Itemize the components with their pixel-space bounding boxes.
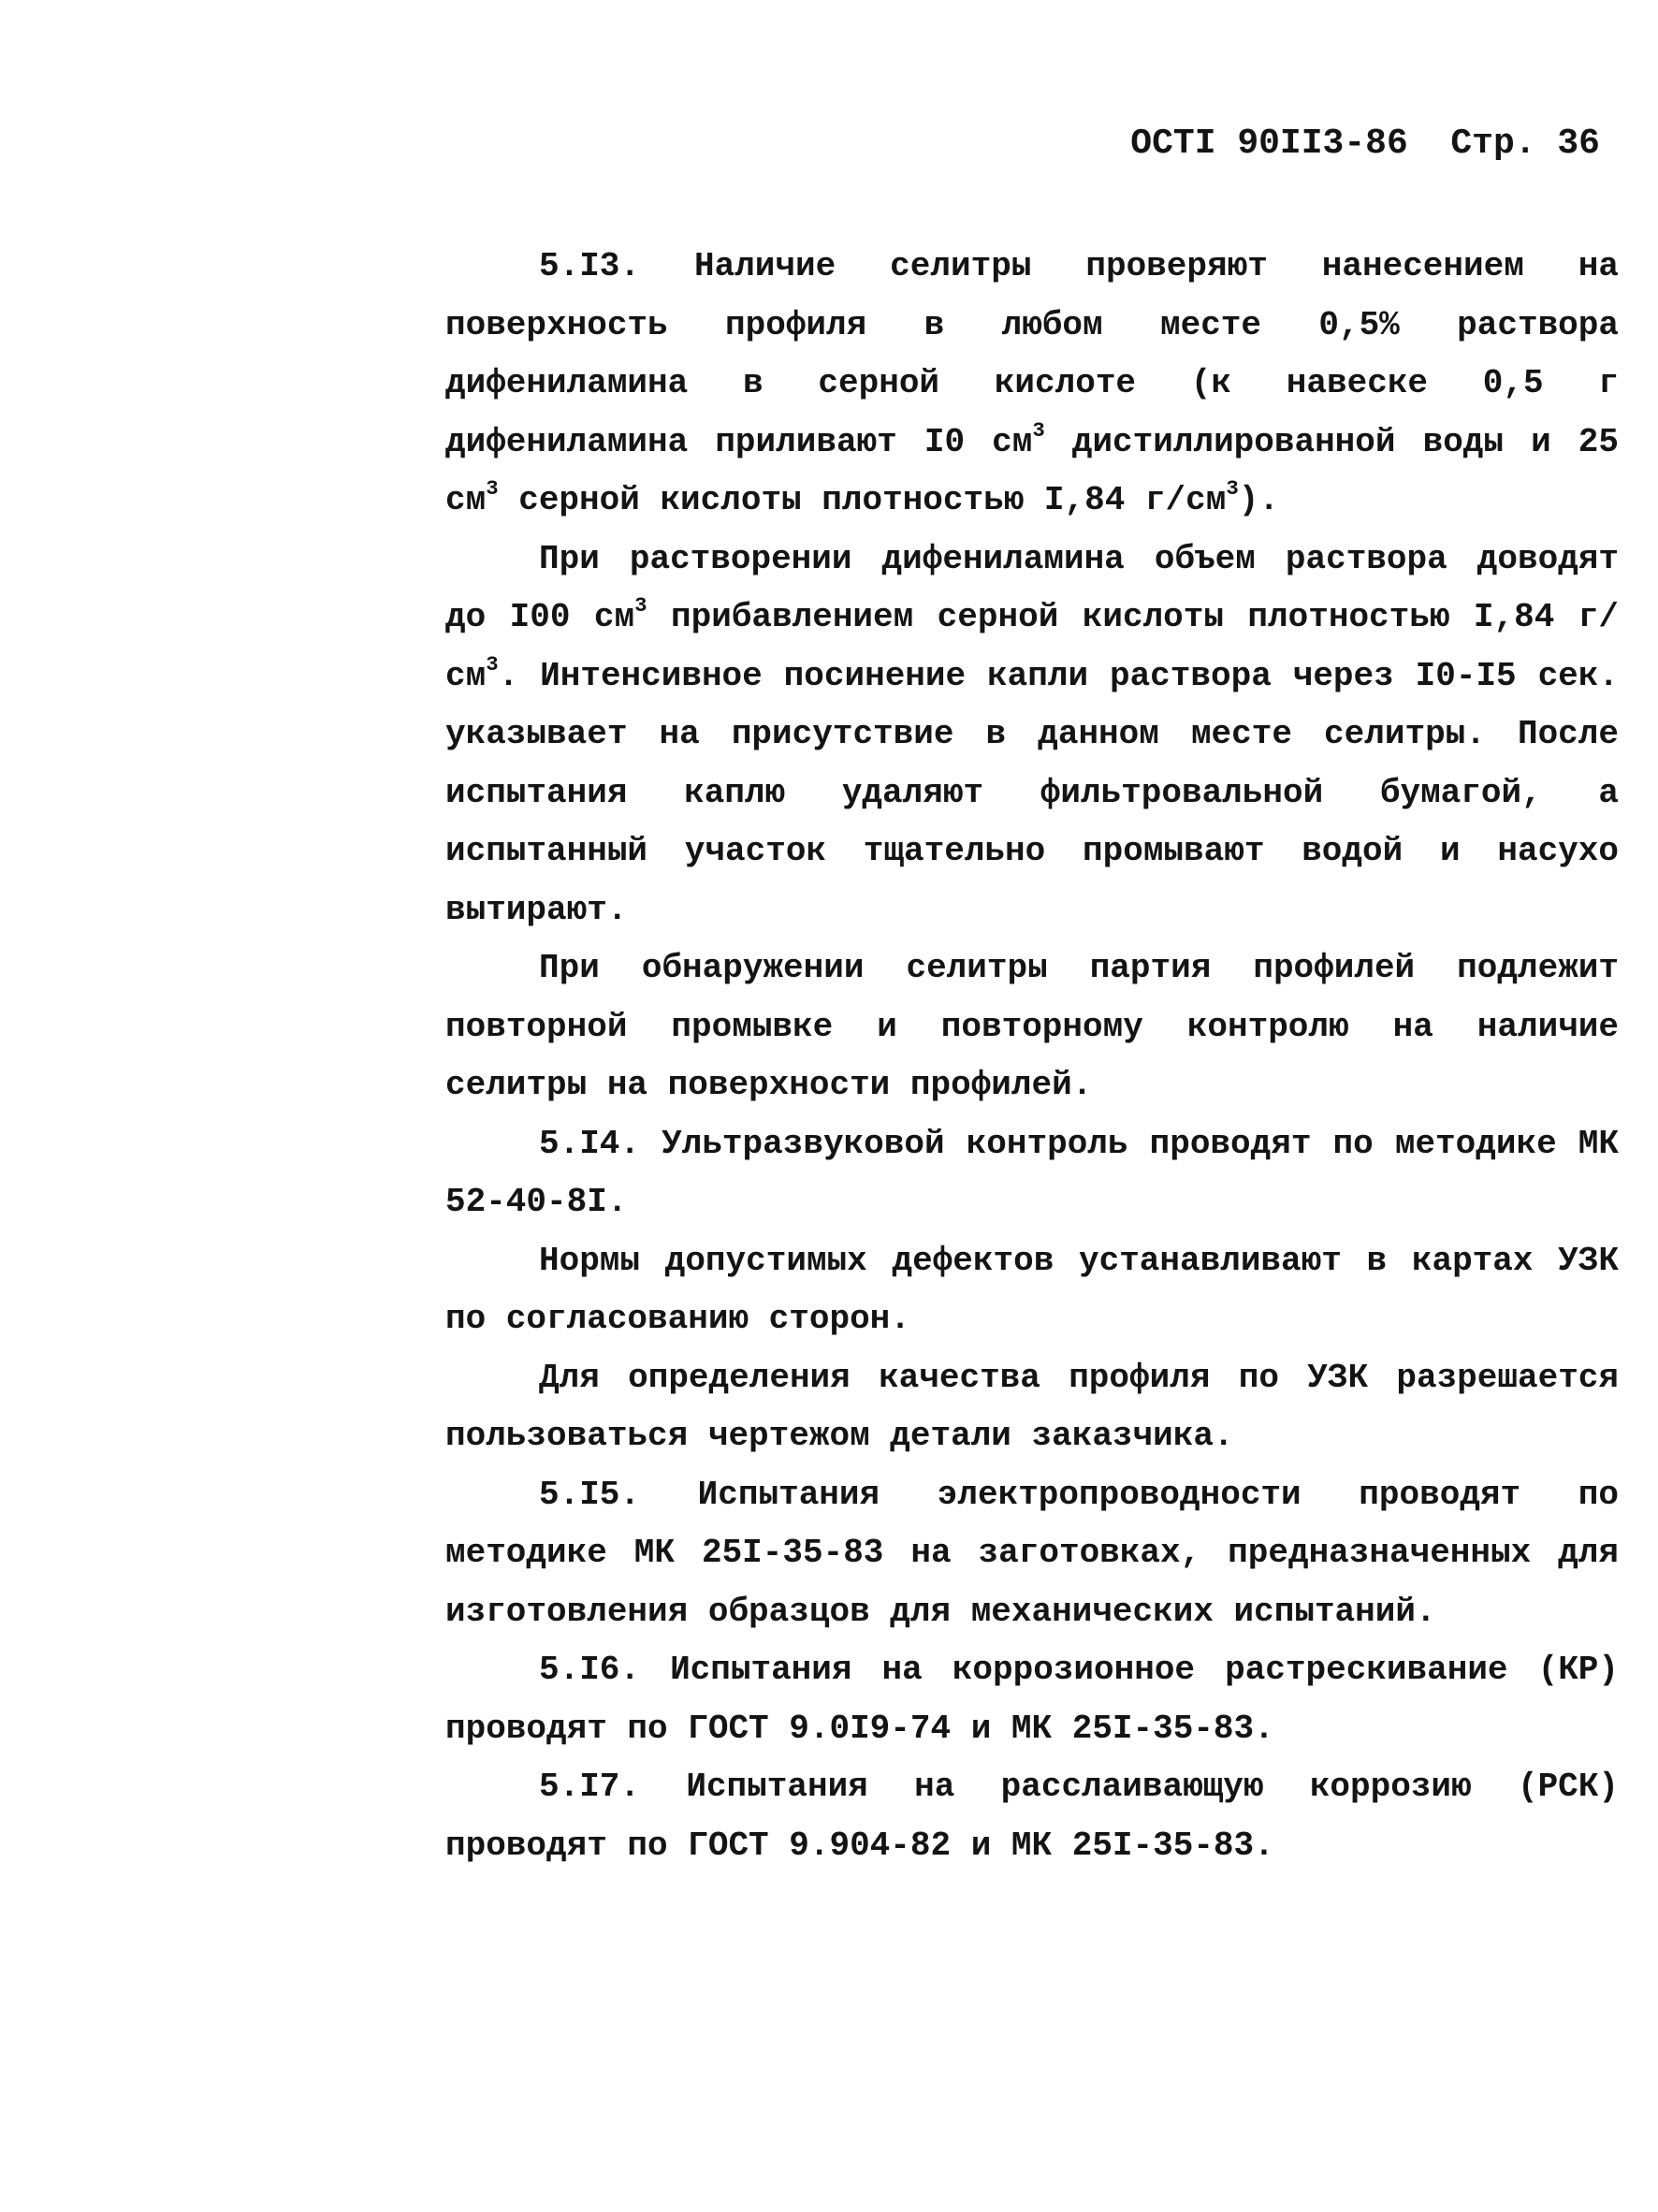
paragraph-5-17: 5.I7. Испытания на расслаивающую коррозию (РСК) проводят по ГОСТ 9.904-82 и МК 25I-35-83.: [445, 1768, 1619, 1865]
document-body: [445, 238, 1619, 1875]
page-header: [1130, 124, 1600, 164]
paragraph-5-14-quality: Для определения качества профиля по УЗК разрешается пользоваться чертежом детали заказчика.: [445, 1358, 1619, 1455]
document-code: ОСТI 90II3-86: [1130, 124, 1408, 164]
paragraph-5-14-norms: Нормы допустимых дефектов устанавливают в картах УЗК по согласованию сторон.: [445, 1241, 1619, 1338]
paragraph-5-13-dissolution: При растворении дифениламина объем раствора доводят до I00 $см^3$ прибавлением серной кислоты плотностью I,84 $г/см^3$. Интенсивное посинение капли раствора через I0-I5 сек. указывает на присутствие в данном месте селитры. После испытания каплю удаляют фильтровальной бумагой, а испытанный участок тщательно промывают водой и насухо вытирают.: [445, 539, 1619, 929]
paragraph-5-15: 5.I5. Испытания электропроводности проводят по методике МК 25I-35-83 на заготовках, предназначенных для изготовления образцов для механических испытаний.: [445, 1475, 1619, 1631]
paragraph-5-13: 5.I3. Наличие селитры проверяют нанесением на поверхность профиля в любом месте 0,5% раствора дифениламина в серной кислоте (к навеске 0,5 г дифениламина приливают I0 $см^3$ дистиллированной воды и 25 $см^3$ серной кислоты плотностью I,84 $г/см^3$).: [445, 247, 1619, 519]
paragraph-5-16: 5.I6. Испытания на коррозионное растрескивание (КР) проводят по ГОСТ 9.0I9-74 и МК 25I-35-83.: [445, 1651, 1619, 1748]
paragraph-5-13-detection: При обнаружении селитры партия профилей подлежит повторной промывке и повторному контролю на наличие селитры на поверхности профилей.: [445, 949, 1619, 1104]
page-number: Стр. 36: [1450, 124, 1600, 164]
paragraph-5-14: 5.I4. Ультразвуковой контроль проводят по методике МК 52-40-8I.: [445, 1124, 1619, 1221]
